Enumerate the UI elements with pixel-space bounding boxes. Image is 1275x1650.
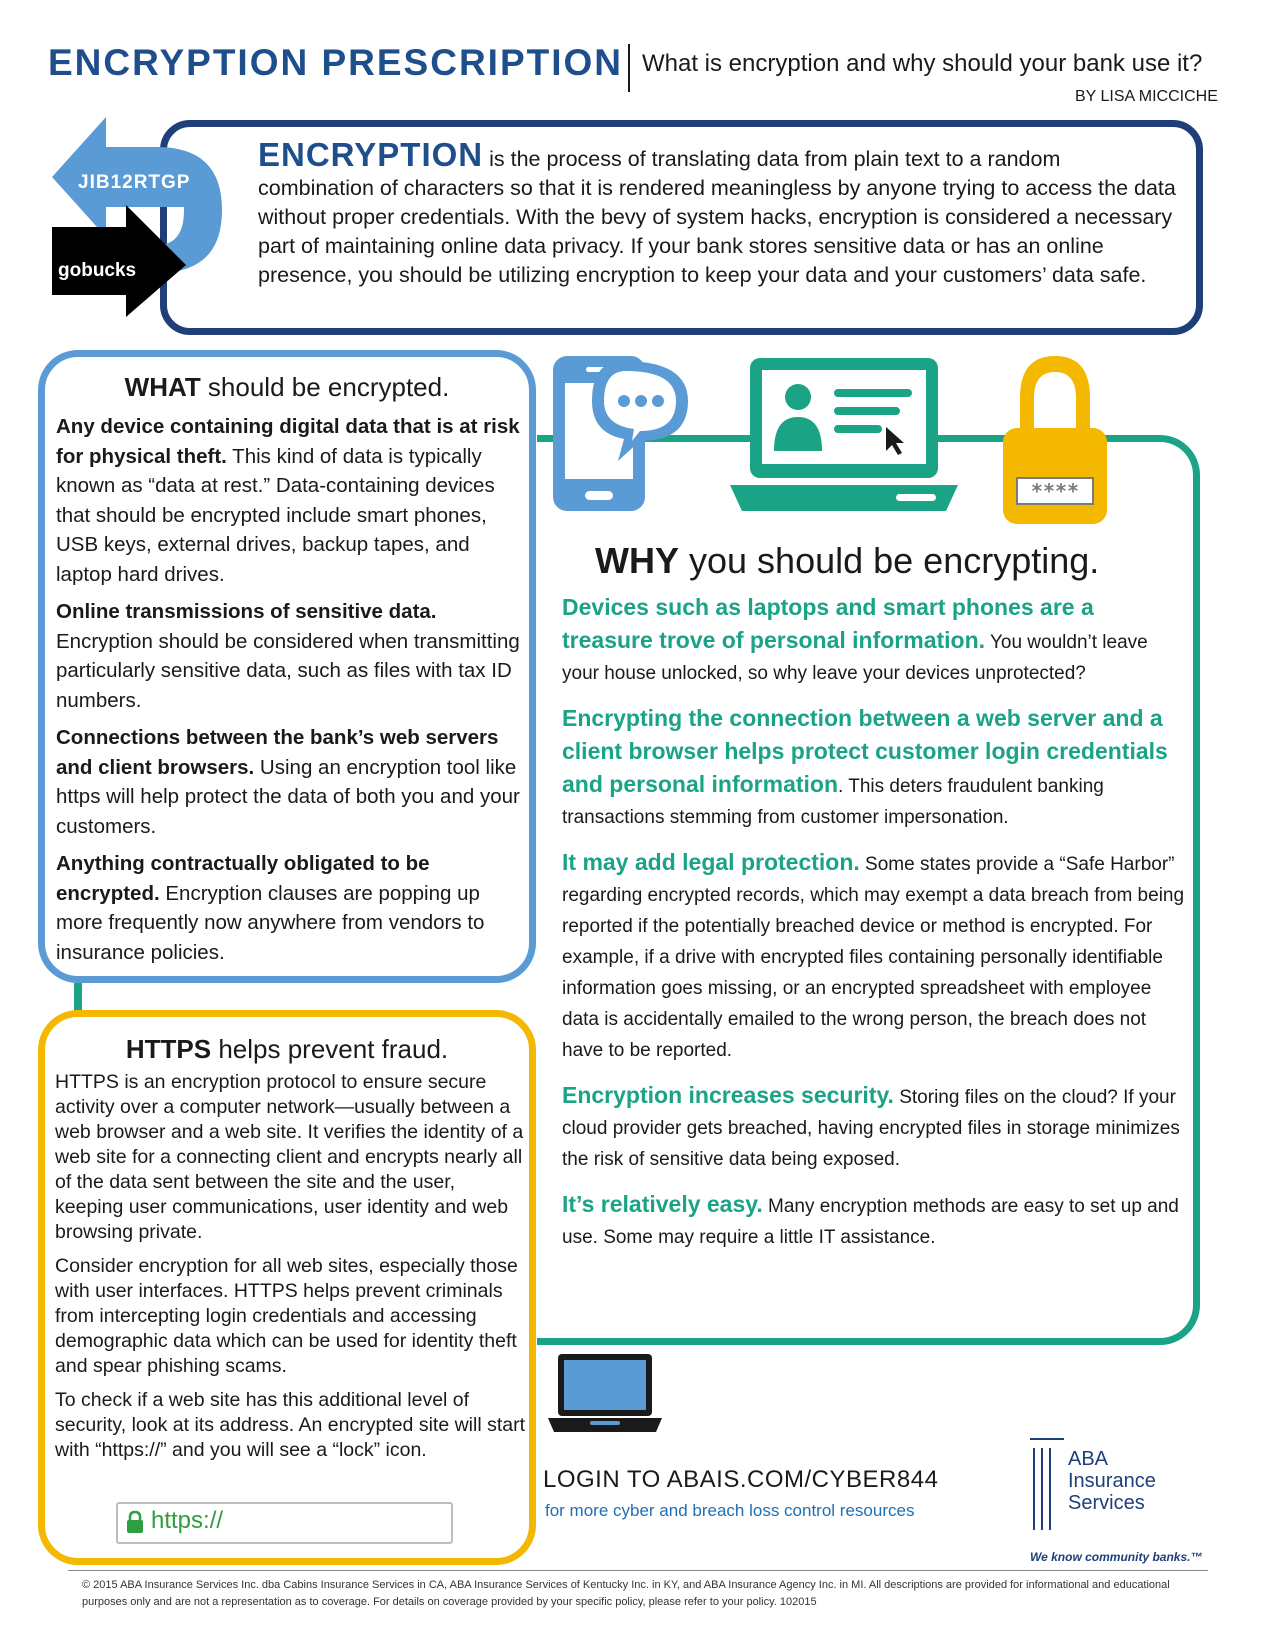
what-item-head: Anything contractually obligated to be encrypted. bbox=[56, 852, 430, 905]
aba-tagline: We know community banks.™ bbox=[1030, 1550, 1203, 1564]
what-list bbox=[56, 412, 522, 975]
aba-wordmark-line: ABA bbox=[1068, 1448, 1109, 1470]
definition-term: ENCRYPTION bbox=[258, 136, 484, 173]
padlock-icon bbox=[1000, 350, 1110, 528]
why-item-text: Some states provide a “Safe Harbor” regarding encrypted records, which may exempt a data breach from being reported if the potentially breached device or method is encrypted. For example, if a drive with encrypted files containing personally identifiable information goes missing, or an encrypted spreadsheet with employee data is accidentally emailed to the wrong person, the breach does not have to be reported. bbox=[562, 854, 1185, 1061]
why-heading-rest: you should be encrypting. bbox=[679, 540, 1100, 581]
what-item bbox=[56, 723, 522, 841]
swap-arrows-icon bbox=[52, 115, 232, 320]
https-heading-rest: helps prevent fraud. bbox=[211, 1034, 449, 1064]
why-item bbox=[562, 847, 1187, 1066]
footer-divider bbox=[68, 1570, 1208, 1571]
why-item bbox=[562, 1080, 1187, 1175]
laptop-profile-icon bbox=[728, 355, 960, 513]
what-item-text: This kind of data is typically known as “data at rest.” Data-containing devices that should be encrypted include smart phones, USB keys, external drives, backup tapes, and laptop hard drives. bbox=[56, 444, 495, 586]
why-item bbox=[562, 1189, 1187, 1253]
what-item-text: Encryption clauses are popping up more frequently now anywhere from vendors to insurance policies. bbox=[56, 881, 485, 964]
laptop-icon bbox=[546, 1352, 664, 1434]
aba-wordmark bbox=[1068, 1448, 1156, 1514]
why-item-head: Encrypting the connection between a web server and a client browser helps protect customer login credentials and personal information bbox=[562, 705, 1168, 797]
what-item-text: Encryption should be considered when transmitting particularly sensitive data, such as files with tax ID numbers. bbox=[56, 629, 520, 712]
why-item bbox=[562, 592, 1187, 689]
footer-disclaimer: © 2015 ABA Insurance Services Inc. dba Cabins Insurance Services in CA, ABA Insurance Services of Kentucky Inc. in KY, and ABA Insurance Agency Inc. in MI. All descriptions are provided for informational and educational purposes only and are not a representation as to coverage. For details on coverage provided by your specific policy, please refer to your policy. 102015 bbox=[82, 1579, 1170, 1608]
why-item-head: Devices such as laptops and smart phones are a treasure trove of personal information. bbox=[562, 594, 1094, 653]
page-subtitle: What is encryption and why should your bank use it? bbox=[642, 50, 1203, 77]
smartphone-chat-icon bbox=[548, 353, 693, 515]
aba-wordmark-line: Insurance bbox=[1068, 1470, 1156, 1492]
what-item-head: Connections between the bank’s web servers and client browsers. bbox=[56, 726, 499, 779]
what-heading bbox=[38, 372, 536, 403]
lock-icon bbox=[126, 1510, 144, 1534]
why-heading-bold: WHY bbox=[595, 540, 679, 581]
why-item-text: Many encryption methods are easy to set up and use. Some may require a little IT assistance. bbox=[562, 1196, 1179, 1248]
address-bar-url: https:// bbox=[151, 1507, 224, 1534]
title-divider bbox=[628, 44, 630, 92]
why-item bbox=[562, 703, 1187, 833]
plain-text-label: gobucks bbox=[58, 260, 137, 281]
why-item-text: You wouldn’t leave your house unlocked, so why leave your devices unprotected? bbox=[562, 632, 1148, 684]
https-paragraph: HTTPS is an encryption protocol to ensure secure activity over a computer network—usually between a web browser and a web site. It verifies the identity of a web site for a connecting client and encrypts nearly all of the data sent between the site and the user, keeping user communications, user identity and web browsing private. bbox=[55, 1071, 524, 1243]
what-heading-bold: WHAT bbox=[124, 372, 201, 402]
why-item-head: It may add legal protection. bbox=[562, 849, 860, 875]
what-item bbox=[56, 597, 522, 715]
encrypted-text-label: JIB12RTGP bbox=[78, 172, 191, 193]
what-item-head: Any device containing digital data that is at risk for physical theft. bbox=[56, 415, 520, 468]
https-heading-bold: HTTPS bbox=[125, 1034, 212, 1064]
why-item-head: Encryption increases security. bbox=[562, 1082, 894, 1108]
https-paragraph: Consider encryption for all web sites, especially those with user interfaces. HTTPS helps prevent criminals from intercepting login credentials and accessing demographic data which can be used for identity theft and spear phishing scams. bbox=[55, 1255, 518, 1377]
aba-wordmark-line: Services bbox=[1068, 1492, 1145, 1514]
why-item-head: It’s relatively easy. bbox=[562, 1191, 763, 1217]
https-paragraph: To check if a web site has this additional level of security, look at its address. An encrypted site will start with “https://” and you will see a “lock” icon. bbox=[55, 1389, 525, 1461]
why-item-text: Storing files on the cloud? If your cloud provider gets breached, having encrypted files in storage minimizes the risk of sensitive data being exposed. bbox=[562, 1087, 1180, 1170]
page-title: ENCRYPTION PRESCRIPTION bbox=[48, 42, 624, 83]
aba-logo-icon bbox=[1030, 1438, 1066, 1534]
definition-text bbox=[258, 136, 1178, 290]
why-heading bbox=[595, 540, 1099, 582]
https-heading bbox=[38, 1034, 536, 1065]
why-list bbox=[562, 592, 1187, 1267]
why-item-text: . This deters fraudulent banking transactions stemming from customer impersonation. bbox=[562, 776, 1104, 828]
lock-code-text: **** bbox=[1030, 479, 1080, 503]
what-item-head: Online transmissions of sensitive data. bbox=[56, 600, 437, 623]
connector-line bbox=[74, 983, 82, 1013]
what-item bbox=[56, 412, 522, 589]
what-item-text: Using an encryption tool like https will help protect the data of both you and your customers. bbox=[56, 755, 520, 838]
login-cta-subtitle: for more cyber and breach loss control resources bbox=[545, 1501, 915, 1520]
what-item bbox=[56, 849, 522, 967]
what-heading-rest: should be encrypted. bbox=[200, 372, 450, 402]
definition-body: is the process of translating data from plain text to a random combination of characters so that it is rendered meaningless by anyone trying to access the data without proper credentials. With the bevy of system hacks, encryption is considered a necessary part of maintaining online data privacy. If your bank stores sensitive data or has an online presence, you should be utilizing encryption to keep your data and your customers’ data safe. bbox=[258, 147, 1176, 287]
byline: BY LISA MICCICHE bbox=[1075, 88, 1218, 105]
https-text bbox=[55, 1070, 525, 1472]
login-cta[interactable]: LOGIN TO ABAIS.COM/CYBER844 bbox=[543, 1466, 939, 1493]
